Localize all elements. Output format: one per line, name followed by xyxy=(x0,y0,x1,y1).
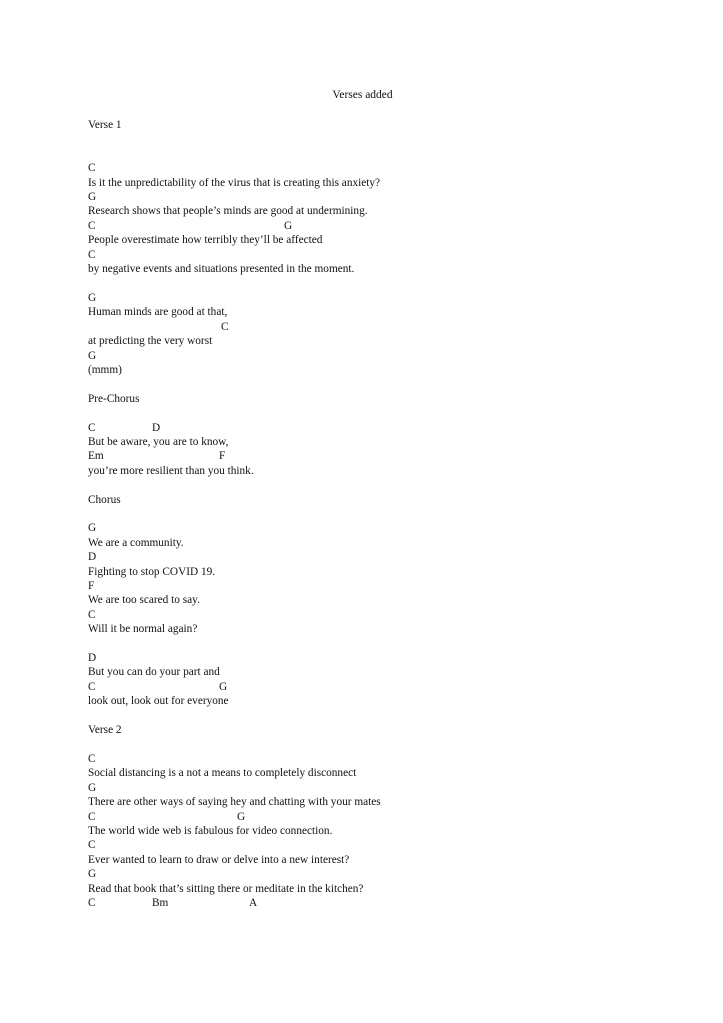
lyric-line: People overestimate how terribly they’ll be affected xyxy=(88,234,323,247)
lyric-line: you’re more resilient than you think. xyxy=(88,464,254,477)
spacer xyxy=(88,478,648,492)
chord: C xyxy=(88,680,96,693)
chord: C xyxy=(88,752,96,765)
chord: A xyxy=(249,896,258,909)
chord: D xyxy=(88,652,97,665)
section-heading-pre-chorus: Pre-Chorus xyxy=(88,392,140,405)
chord-line xyxy=(88,248,648,262)
chord: G xyxy=(88,522,97,535)
lyric-line: Research shows that people’s minds are good at undermining. xyxy=(88,205,368,218)
chord: C xyxy=(88,810,96,823)
chord: C xyxy=(221,320,229,333)
lyric-line: We are a community. xyxy=(88,536,184,549)
chord: G xyxy=(219,680,228,693)
chord: D xyxy=(88,551,97,564)
chord: C xyxy=(88,839,96,852)
chord: G xyxy=(88,191,97,204)
chord: C xyxy=(88,162,96,175)
lyric-line: Social distancing is a not a means to completely disconnect xyxy=(88,767,357,780)
lyric-line: by negative events and situations presented in the moment. xyxy=(88,263,355,276)
lyric-line: Fighting to stop COVID 19. xyxy=(88,565,216,578)
lyric-line: But be aware, you are to know, xyxy=(88,435,229,448)
lyric-line: (mmm) xyxy=(88,363,122,376)
chord: C xyxy=(88,219,96,232)
chord-line xyxy=(88,349,648,363)
lyric-line: at predicting the very worst xyxy=(88,335,213,348)
chord-line xyxy=(88,781,648,795)
spacer xyxy=(88,507,648,521)
chord: C xyxy=(88,421,96,434)
chord: Bm xyxy=(152,896,169,909)
chord: G xyxy=(88,868,97,881)
section-heading-chorus: Chorus xyxy=(88,493,121,506)
lyric-line: look out, look out for everyone xyxy=(88,695,229,708)
lyric-line: Human minds are good at that, xyxy=(88,306,228,319)
lyric-line: The world wide web is fabulous for video connection. xyxy=(88,824,333,837)
chord-line xyxy=(88,320,648,334)
chord-line xyxy=(88,550,648,564)
lyric-line: Is it the unpredictability of the virus that is creating this anxiety? xyxy=(88,176,381,189)
chord: D xyxy=(152,421,161,434)
lyric-line: We are too scared to say. xyxy=(88,594,200,607)
chord-line xyxy=(88,190,648,204)
chord-line xyxy=(88,680,648,694)
lyric-line: Ever wanted to learn to draw or delve into a new interest? xyxy=(88,853,350,866)
page-title: Verses added xyxy=(332,89,393,101)
chord: G xyxy=(88,349,97,362)
chord: C xyxy=(88,248,96,261)
chord-line xyxy=(88,521,648,535)
chord-line xyxy=(88,867,648,881)
lyric-line: Read that book that’s sitting there or meditate in the kitchen? xyxy=(88,882,364,895)
song-sheet xyxy=(88,118,648,910)
spacer xyxy=(88,147,648,161)
section-heading-verse-1: Verse 1 xyxy=(88,119,122,131)
chord-line xyxy=(88,838,648,852)
spacer xyxy=(88,709,648,723)
spacer xyxy=(88,406,648,420)
chord-line xyxy=(88,608,648,622)
chord: F xyxy=(219,450,226,463)
chord-line xyxy=(88,752,648,766)
chord: F xyxy=(88,580,95,592)
lyric-line: But you can do your part and xyxy=(88,666,220,679)
chord-line xyxy=(88,579,648,593)
chord: C xyxy=(88,608,96,621)
spacer xyxy=(88,737,648,751)
chord: Em xyxy=(88,450,104,463)
chord-line xyxy=(88,810,648,824)
chord-line xyxy=(88,896,648,910)
chord-line xyxy=(88,449,648,463)
chord: C xyxy=(88,896,96,909)
chord: G xyxy=(237,810,246,823)
lyric-line: Will it be normal again? xyxy=(88,623,198,636)
spacer xyxy=(88,276,648,290)
chord: G xyxy=(88,291,97,304)
spacer xyxy=(88,637,648,651)
spacer xyxy=(88,377,648,391)
chord: G xyxy=(88,781,97,794)
spacer xyxy=(88,132,648,146)
chord-line xyxy=(88,421,648,435)
chord-line xyxy=(88,219,648,233)
lyric-line: There are other ways of saying hey and chatting with your mates xyxy=(88,796,381,809)
section-heading-verse-2: Verse 2 xyxy=(88,724,122,737)
chord-line xyxy=(88,161,648,175)
chord: G xyxy=(284,219,293,232)
chord-line xyxy=(88,291,648,305)
chord-line xyxy=(88,651,648,665)
